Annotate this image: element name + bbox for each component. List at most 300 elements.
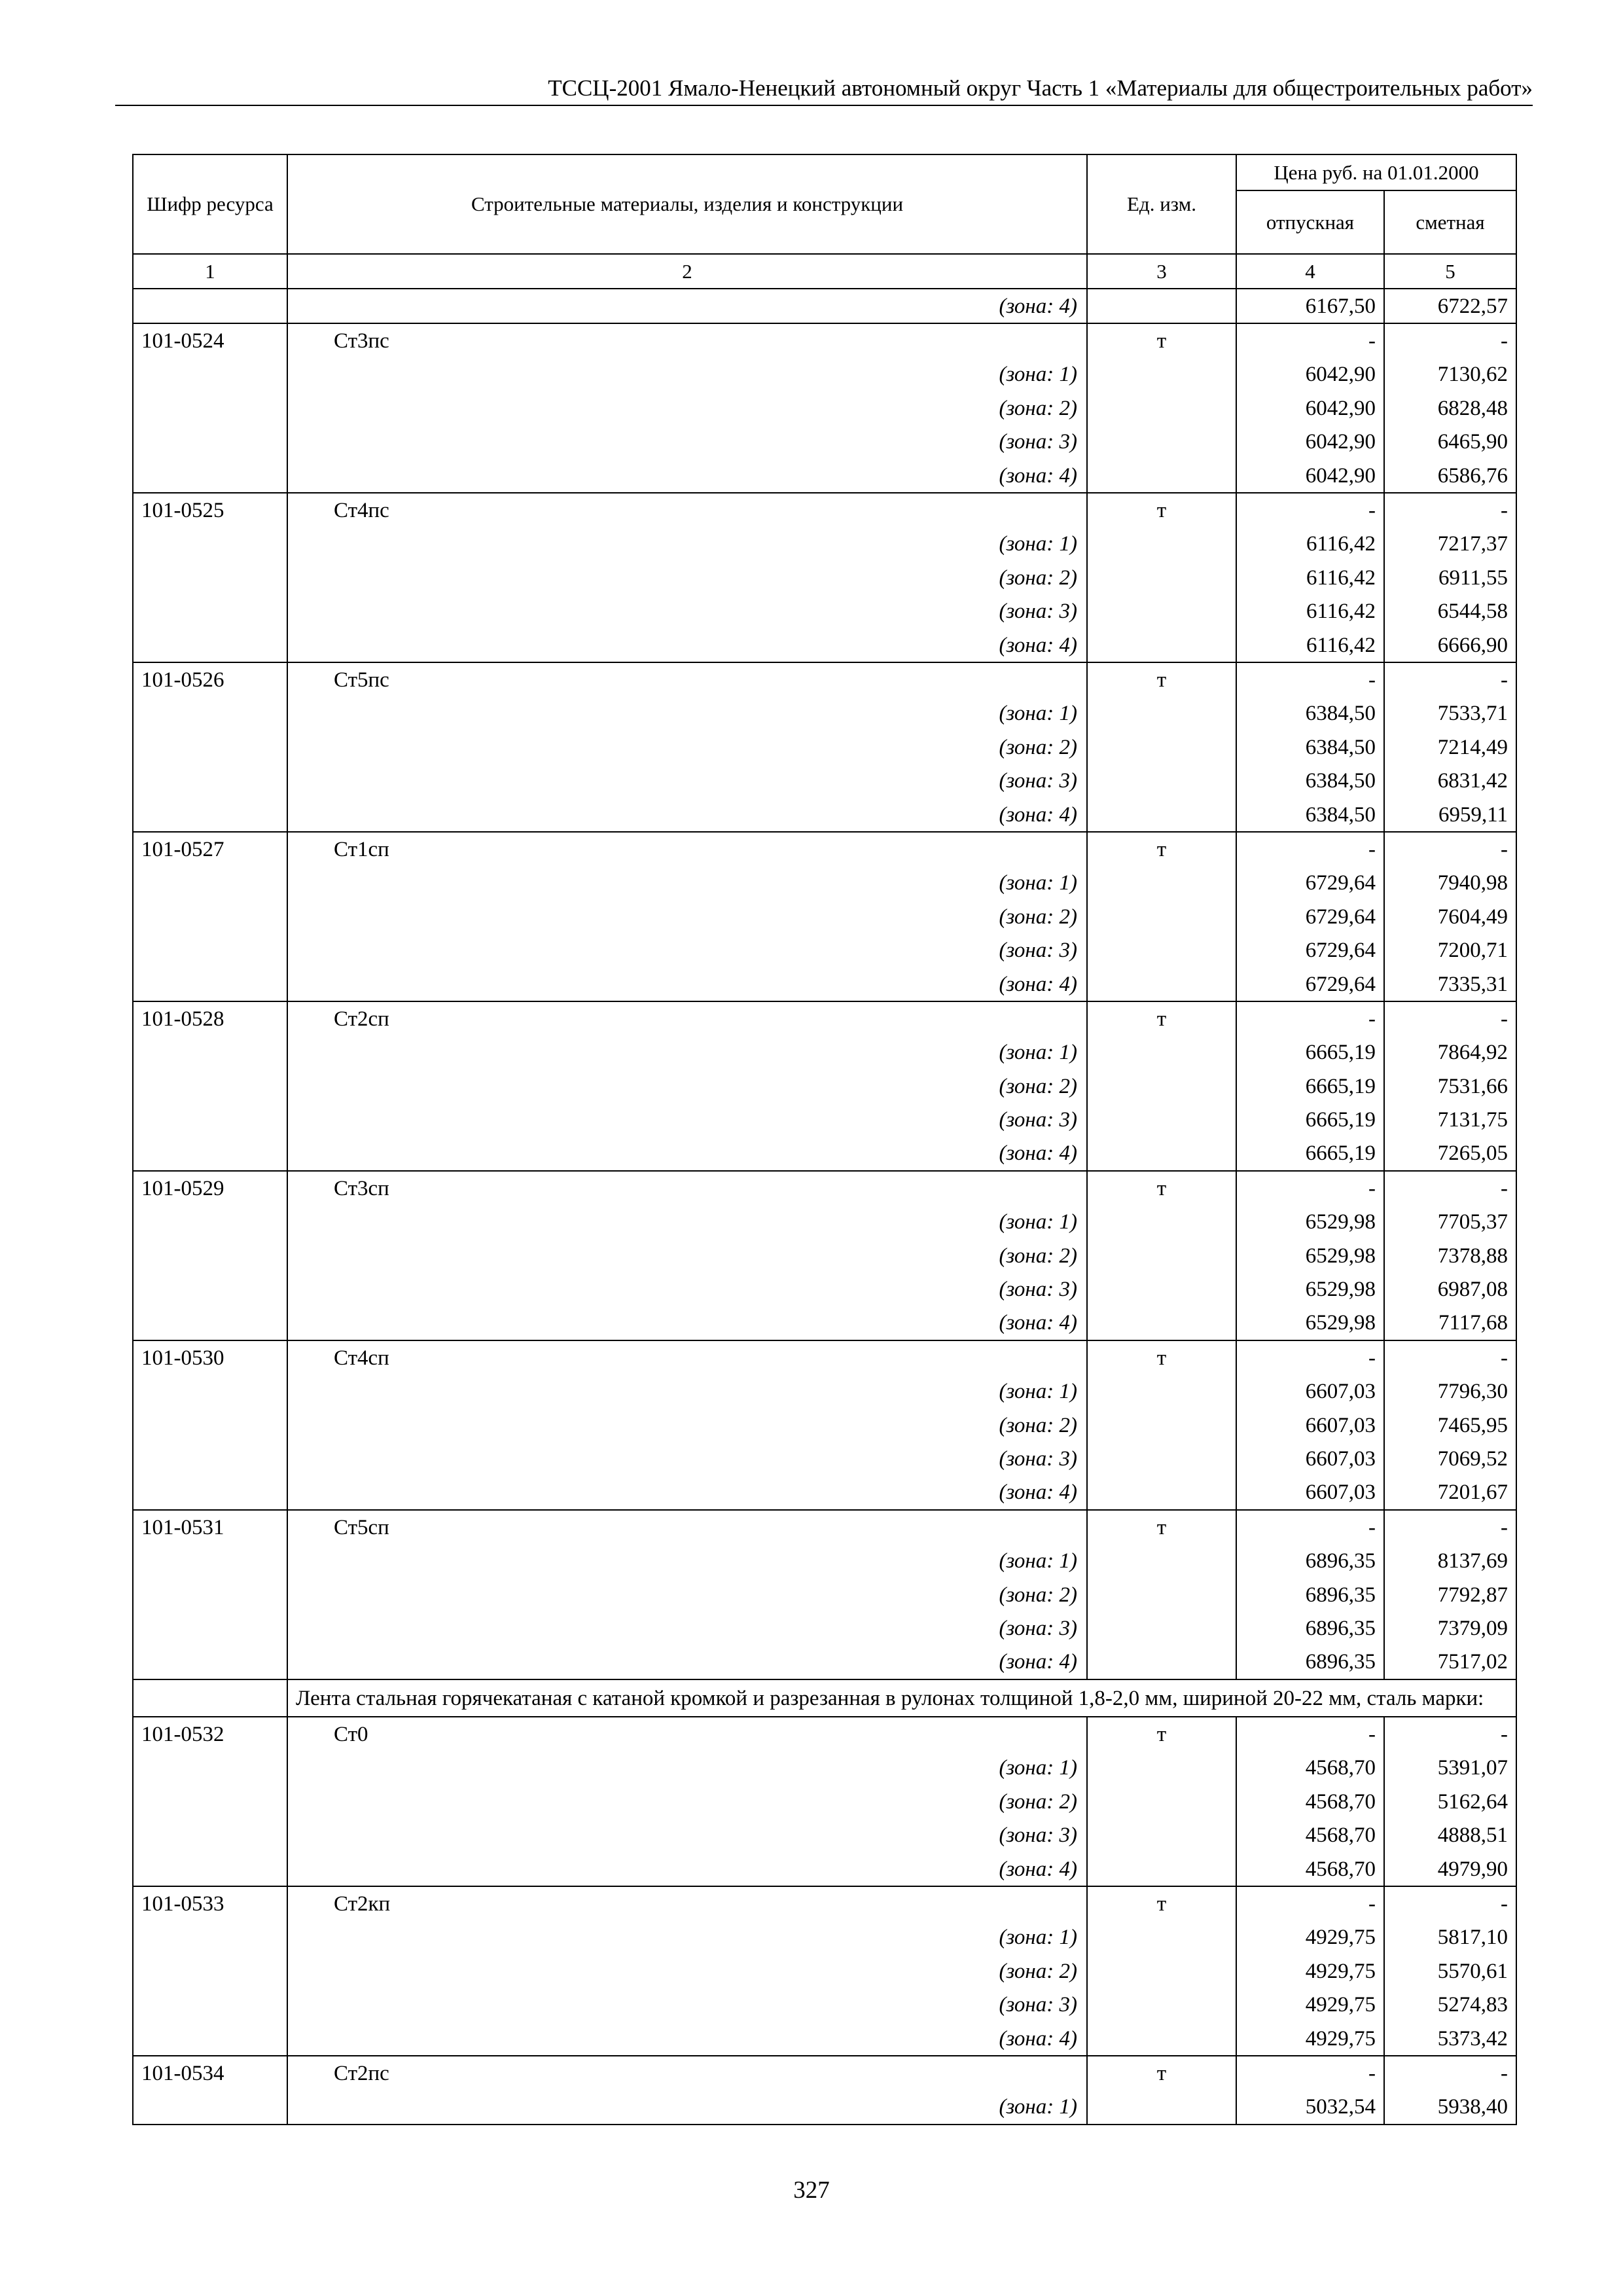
- unit-of-measure: [1087, 2022, 1236, 2056]
- release-price: -: [1236, 493, 1384, 527]
- estimate-price: 5817,10: [1384, 1921, 1516, 1954]
- release-price: 6116,42: [1236, 528, 1384, 561]
- zone-label: (зона: 4): [287, 1645, 1087, 1679]
- table-row: [133, 1510, 1516, 1544]
- table-row: [133, 1852, 1516, 1886]
- resource-code: 101-0530: [133, 1340, 287, 1374]
- release-price: 6607,03: [1236, 1375, 1384, 1408]
- table-row: [133, 697, 1516, 730]
- section-title: Лента стальная горячекатаная с катаной кромкой и разрезанная в рулонах толщиной 1,8-2,0 мм, шириной 20-22 мм, сталь марки:: [287, 1679, 1516, 1717]
- zone-label: (зона: 3): [287, 1611, 1087, 1645]
- table-row: [133, 730, 1516, 764]
- table-row: [133, 595, 1516, 628]
- release-price: 6665,19: [1236, 1069, 1384, 1103]
- estimate-price: -: [1384, 323, 1516, 357]
- zone-label: (зона: 4): [287, 628, 1087, 662]
- unit-of-measure: [1087, 595, 1236, 628]
- zone-label: (зона: 4): [287, 1306, 1087, 1340]
- release-price: 6607,03: [1236, 1408, 1384, 1442]
- table-row: [133, 1340, 1516, 1374]
- zone-label: (зона: 1): [287, 697, 1087, 730]
- zone-label: (зона: 1): [287, 2090, 1087, 2125]
- zone-label: (зона: 4): [287, 1476, 1087, 1510]
- release-price: -: [1236, 1171, 1384, 1205]
- release-price: 6607,03: [1236, 1442, 1384, 1475]
- unit-of-measure: т: [1087, 493, 1236, 527]
- table-row: [133, 1171, 1516, 1205]
- zone-label: (зона: 4): [287, 798, 1087, 832]
- resource-code: [133, 289, 287, 323]
- estimate-price: 7379,09: [1384, 1611, 1516, 1645]
- resource-code: [133, 1751, 287, 1785]
- estimate-price: 5274,83: [1384, 1988, 1516, 2022]
- estimate-price: 5391,07: [1384, 1751, 1516, 1785]
- unit-of-measure: [1087, 730, 1236, 764]
- unit-of-measure: т: [1087, 1717, 1236, 1751]
- estimate-price: 7705,37: [1384, 1206, 1516, 1239]
- zone-label: (зона: 1): [287, 1036, 1087, 1069]
- zone-label: (зона: 3): [287, 1988, 1087, 2022]
- section-row: [133, 1679, 1516, 1717]
- unit-of-measure: [1087, 764, 1236, 797]
- table-row: [133, 1206, 1516, 1239]
- release-price: 6665,19: [1236, 1036, 1384, 1069]
- unit-of-measure: [1087, 1476, 1236, 1510]
- table-row: [133, 2090, 1516, 2125]
- release-price: -: [1236, 1001, 1384, 1035]
- material-name: Ст2пс: [287, 2056, 1087, 2090]
- table-row: [133, 1272, 1516, 1306]
- resource-code: [133, 391, 287, 425]
- column-number: 2: [287, 254, 1087, 289]
- resource-code: [133, 730, 287, 764]
- table-row: [133, 628, 1516, 662]
- unit-of-measure: [1087, 2090, 1236, 2125]
- resource-code: [133, 1206, 287, 1239]
- unit-of-measure: [1087, 933, 1236, 967]
- estimate-price: 4888,51: [1384, 1819, 1516, 1852]
- table-row: [133, 1001, 1516, 1035]
- estimate-price: 7604,49: [1384, 900, 1516, 933]
- release-price: 4929,75: [1236, 2022, 1384, 2056]
- table-row: [133, 1306, 1516, 1340]
- zone-label: (зона: 1): [287, 1544, 1087, 1577]
- zone-label: (зона: 4): [287, 459, 1087, 493]
- zone-label: (зона: 1): [287, 1751, 1087, 1785]
- unit-of-measure: [1087, 1645, 1236, 1679]
- estimate-price: -: [1384, 1171, 1516, 1205]
- column-header-code: Шифр ресурса: [133, 154, 287, 254]
- release-price: 6607,03: [1236, 1476, 1384, 1510]
- material-name: Ст5сп: [287, 1510, 1087, 1544]
- release-price: 6042,90: [1236, 425, 1384, 459]
- resource-code: [133, 1408, 287, 1442]
- unit-of-measure: т: [1087, 662, 1236, 696]
- resource-code: [133, 1921, 287, 1954]
- resource-code: [133, 1442, 287, 1475]
- table-row: [133, 933, 1516, 967]
- table-row: [133, 493, 1516, 527]
- release-price: 5032,54: [1236, 2090, 1384, 2125]
- material-name: Ст1сп: [287, 832, 1087, 866]
- unit-of-measure: [1087, 391, 1236, 425]
- zone-label: (зона: 3): [287, 764, 1087, 797]
- material-name: Ст3сп: [287, 1171, 1087, 1205]
- release-price: -: [1236, 832, 1384, 866]
- column-number: 4: [1236, 254, 1384, 289]
- release-price: 6384,50: [1236, 764, 1384, 797]
- table-row: [133, 662, 1516, 696]
- estimate-price: 7940,98: [1384, 867, 1516, 900]
- unit-of-measure: т: [1087, 2056, 1236, 2090]
- release-price: 6384,50: [1236, 697, 1384, 730]
- table-row: [133, 1751, 1516, 1785]
- estimate-price: 6911,55: [1384, 561, 1516, 594]
- release-price: -: [1236, 1510, 1384, 1544]
- estimate-price: 4979,90: [1384, 1852, 1516, 1886]
- release-price: 4929,75: [1236, 1954, 1384, 1988]
- column-header-price-group: Цена руб. на 01.01.2000: [1236, 154, 1516, 190]
- table-row: [133, 1476, 1516, 1510]
- unit-of-measure: [1087, 459, 1236, 493]
- table-row: [133, 1954, 1516, 1988]
- resource-code: [133, 764, 287, 797]
- unit-of-measure: [1087, 1442, 1236, 1475]
- zone-label: (зона: 2): [287, 561, 1087, 594]
- release-price: 6529,98: [1236, 1306, 1384, 1340]
- estimate-price: -: [1384, 2056, 1516, 2090]
- header-rule: [115, 105, 1533, 106]
- release-price: -: [1236, 323, 1384, 357]
- zone-label: (зона: 2): [287, 1954, 1087, 1988]
- table-row: [133, 1137, 1516, 1171]
- release-price: -: [1236, 1886, 1384, 1920]
- estimate-price: -: [1384, 1001, 1516, 1035]
- unit-of-measure: [1087, 289, 1236, 323]
- release-price: -: [1236, 1717, 1384, 1751]
- release-price: 6896,35: [1236, 1611, 1384, 1645]
- release-price: 4568,70: [1236, 1785, 1384, 1818]
- release-price: 6042,90: [1236, 459, 1384, 493]
- resource-code: [133, 867, 287, 900]
- unit-of-measure: т: [1087, 1886, 1236, 1920]
- table-row: [133, 1036, 1516, 1069]
- release-price: 4929,75: [1236, 1921, 1384, 1954]
- release-price: 6116,42: [1236, 561, 1384, 594]
- table-row: [133, 1103, 1516, 1136]
- table-row: [133, 900, 1516, 933]
- zone-label: (зона: 2): [287, 1069, 1087, 1103]
- table-row: [133, 1717, 1516, 1751]
- release-price: 6384,50: [1236, 798, 1384, 832]
- unit-of-measure: [1087, 1206, 1236, 1239]
- resource-code: 101-0527: [133, 832, 287, 866]
- material-name: Ст3пс: [287, 323, 1087, 357]
- zone-label: (зона: 2): [287, 1239, 1087, 1272]
- resource-code: 101-0533: [133, 1886, 287, 1920]
- table-row: [133, 1069, 1516, 1103]
- estimate-price: -: [1384, 1340, 1516, 1374]
- resource-code: [133, 1137, 287, 1171]
- resource-code: [133, 1036, 287, 1069]
- estimate-price: 7069,52: [1384, 1442, 1516, 1475]
- zone-label: (зона: 3): [287, 1819, 1087, 1852]
- unit-of-measure: [1087, 628, 1236, 662]
- zone-label: (зона: 3): [287, 1103, 1087, 1136]
- table-row: [133, 867, 1516, 900]
- estimate-price: 7517,02: [1384, 1645, 1516, 1679]
- estimate-price: -: [1384, 662, 1516, 696]
- resource-code: [133, 561, 287, 594]
- unit-of-measure: [1087, 1137, 1236, 1171]
- release-price: -: [1236, 662, 1384, 696]
- release-price: 4568,70: [1236, 1852, 1384, 1886]
- estimate-price: 6987,08: [1384, 1272, 1516, 1306]
- resource-code: [133, 595, 287, 628]
- release-price: 4929,75: [1236, 1988, 1384, 2022]
- estimate-price: 6544,58: [1384, 595, 1516, 628]
- unit-of-measure: т: [1087, 323, 1236, 357]
- table-row: [133, 391, 1516, 425]
- zone-label: (зона: 3): [287, 595, 1087, 628]
- page-header-title: ТССЦ-2001 Ямало-Ненецкий автономный округ Часть 1 «Материалы для общестроительных работ»: [548, 75, 1533, 101]
- resource-code: [133, 1306, 287, 1340]
- estimate-price: 7217,37: [1384, 528, 1516, 561]
- resource-code: [133, 1544, 287, 1577]
- unit-of-measure: [1087, 561, 1236, 594]
- estimate-price: 7378,88: [1384, 1239, 1516, 1272]
- resource-code: 101-0531: [133, 1510, 287, 1544]
- unit-of-measure: т: [1087, 1171, 1236, 1205]
- table-row: [133, 832, 1516, 866]
- estimate-price: 7200,71: [1384, 933, 1516, 967]
- resource-code: [133, 628, 287, 662]
- resource-code: [133, 1988, 287, 2022]
- unit-of-measure: т: [1087, 1510, 1236, 1544]
- table-row: [133, 1375, 1516, 1408]
- zone-label: (зона: 4): [287, 289, 1087, 323]
- estimate-price: 5162,64: [1384, 1785, 1516, 1818]
- unit-of-measure: т: [1087, 1340, 1236, 1374]
- resource-code: [133, 933, 287, 967]
- unit-of-measure: т: [1087, 832, 1236, 866]
- release-price: 6116,42: [1236, 628, 1384, 662]
- table-row: [133, 528, 1516, 561]
- table-row: [133, 358, 1516, 391]
- release-price: 6665,19: [1236, 1137, 1384, 1171]
- estimate-price: -: [1384, 832, 1516, 866]
- estimate-price: 7335,31: [1384, 967, 1516, 1001]
- estimate-price: -: [1384, 1510, 1516, 1544]
- unit-of-measure: [1087, 1988, 1236, 2022]
- resource-code: [133, 1103, 287, 1136]
- unit-of-measure: [1087, 1036, 1236, 1069]
- release-price: 6529,98: [1236, 1272, 1384, 1306]
- price-table: [132, 154, 1517, 2125]
- column-header-release: отпускная: [1236, 190, 1384, 254]
- release-price: 4568,70: [1236, 1751, 1384, 1785]
- resource-code: [133, 1375, 287, 1408]
- resource-code: [133, 1819, 287, 1852]
- zone-label: (зона: 2): [287, 1578, 1087, 1611]
- table-row: [133, 1785, 1516, 1818]
- column-number: 1: [133, 254, 287, 289]
- estimate-price: 6666,90: [1384, 628, 1516, 662]
- resource-code: 101-0534: [133, 2056, 287, 2090]
- resource-code: 101-0532: [133, 1717, 287, 1751]
- resource-code: [133, 1578, 287, 1611]
- unit-of-measure: [1087, 1103, 1236, 1136]
- zone-label: (зона: 1): [287, 867, 1087, 900]
- estimate-price: -: [1384, 493, 1516, 527]
- resource-code: [133, 1852, 287, 1886]
- table-row: [133, 1544, 1516, 1577]
- unit-of-measure: [1087, 528, 1236, 561]
- unit-of-measure: [1087, 1408, 1236, 1442]
- unit-of-measure: [1087, 867, 1236, 900]
- resource-code: [133, 1069, 287, 1103]
- material-name: Ст4сп: [287, 1340, 1087, 1374]
- estimate-price: 7265,05: [1384, 1137, 1516, 1171]
- estimate-price: -: [1384, 1886, 1516, 1920]
- estimate-price: 6831,42: [1384, 764, 1516, 797]
- table-row: [133, 2022, 1516, 2056]
- estimate-price: 5373,42: [1384, 2022, 1516, 2056]
- unit-of-measure: [1087, 358, 1236, 391]
- release-price: 6729,64: [1236, 933, 1384, 967]
- material-name: Ст2сп: [287, 1001, 1087, 1035]
- unit-of-measure: [1087, 1239, 1236, 1272]
- zone-label: (зона: 1): [287, 1921, 1087, 1954]
- release-price: 6729,64: [1236, 867, 1384, 900]
- unit-of-measure: [1087, 1544, 1236, 1577]
- estimate-price: -: [1384, 1717, 1516, 1751]
- table-row: [133, 1988, 1516, 2022]
- zone-label: (зона: 2): [287, 730, 1087, 764]
- column-header-unit: Ед. изм.: [1087, 154, 1236, 254]
- estimate-price: 7465,95: [1384, 1408, 1516, 1442]
- table-row: [133, 1239, 1516, 1272]
- estimate-price: 6586,76: [1384, 459, 1516, 493]
- unit-of-measure: [1087, 967, 1236, 1001]
- material-name: Ст2кп: [287, 1886, 1087, 1920]
- resource-code: 101-0529: [133, 1171, 287, 1205]
- resource-code: [133, 697, 287, 730]
- zone-label: (зона: 2): [287, 1785, 1087, 1818]
- resource-code: [133, 900, 287, 933]
- resource-code: 101-0526: [133, 662, 287, 696]
- column-number: 3: [1087, 254, 1236, 289]
- zone-label: (зона: 2): [287, 1408, 1087, 1442]
- release-price: 6896,35: [1236, 1578, 1384, 1611]
- release-price: 6896,35: [1236, 1645, 1384, 1679]
- release-price: 6729,64: [1236, 900, 1384, 933]
- release-price: -: [1236, 2056, 1384, 2090]
- table-row: [133, 1886, 1516, 1920]
- zone-label: (зона: 3): [287, 1272, 1087, 1306]
- table-body: [133, 289, 1516, 2125]
- estimate-price: 7117,68: [1384, 1306, 1516, 1340]
- release-price: 6665,19: [1236, 1103, 1384, 1136]
- resource-code: [133, 1611, 287, 1645]
- resource-code: [133, 2090, 287, 2125]
- resource-code: [133, 459, 287, 493]
- resource-code: 101-0528: [133, 1001, 287, 1035]
- column-numbers-row: [133, 254, 1516, 289]
- zone-label: (зона: 3): [287, 1442, 1087, 1475]
- release-price: -: [1236, 1340, 1384, 1374]
- release-price: 6529,98: [1236, 1206, 1384, 1239]
- resource-code: [133, 1272, 287, 1306]
- zone-label: (зона: 1): [287, 358, 1087, 391]
- page-number: 327: [793, 2177, 830, 2204]
- resource-code: [133, 967, 287, 1001]
- release-price: 4568,70: [1236, 1819, 1384, 1852]
- resource-code: [133, 1954, 287, 1988]
- section-code-cell: [133, 1679, 287, 1717]
- release-price: 6042,90: [1236, 358, 1384, 391]
- unit-of-measure: [1087, 1375, 1236, 1408]
- column-header-name: Строительные материалы, изделия и конструкции: [287, 154, 1087, 254]
- estimate-price: 7214,49: [1384, 730, 1516, 764]
- estimate-price: 7864,92: [1384, 1036, 1516, 1069]
- unit-of-measure: [1087, 1819, 1236, 1852]
- table-row: [133, 1408, 1516, 1442]
- unit-of-measure: [1087, 1852, 1236, 1886]
- estimate-price: 5938,40: [1384, 2090, 1516, 2125]
- estimate-price: 6722,57: [1384, 289, 1516, 323]
- resource-code: [133, 1476, 287, 1510]
- table-row: [133, 323, 1516, 357]
- estimate-price: 7130,62: [1384, 358, 1516, 391]
- estimate-price: 8137,69: [1384, 1544, 1516, 1577]
- table-row: [133, 798, 1516, 832]
- table-row: [133, 1921, 1516, 1954]
- resource-code: [133, 798, 287, 832]
- unit-of-measure: [1087, 1751, 1236, 1785]
- table-row: [133, 967, 1516, 1001]
- estimate-price: 7201,67: [1384, 1476, 1516, 1510]
- release-price: 6729,64: [1236, 967, 1384, 1001]
- material-name: Ст4пс: [287, 493, 1087, 527]
- estimate-price: 7131,75: [1384, 1103, 1516, 1136]
- table-header: [133, 154, 1516, 289]
- estimate-price: 6828,48: [1384, 391, 1516, 425]
- zone-label: (зона: 1): [287, 1375, 1087, 1408]
- unit-of-measure: [1087, 425, 1236, 459]
- column-number: 5: [1384, 254, 1516, 289]
- table-row: [133, 561, 1516, 594]
- unit-of-measure: т: [1087, 1001, 1236, 1035]
- table-row: [133, 289, 1516, 323]
- unit-of-measure: [1087, 798, 1236, 832]
- unit-of-measure: [1087, 1306, 1236, 1340]
- zone-label: (зона: 4): [287, 967, 1087, 1001]
- resource-code: 101-0525: [133, 493, 287, 527]
- resource-code: [133, 528, 287, 561]
- estimate-price: 7531,66: [1384, 1069, 1516, 1103]
- resource-code: [133, 425, 287, 459]
- zone-label: (зона: 4): [287, 1852, 1087, 1886]
- table-row: [133, 1611, 1516, 1645]
- table-row: [133, 2056, 1516, 2090]
- unit-of-measure: [1087, 1578, 1236, 1611]
- zone-label: (зона: 3): [287, 933, 1087, 967]
- release-price: 6042,90: [1236, 391, 1384, 425]
- resource-code: [133, 1645, 287, 1679]
- zone-label: (зона: 4): [287, 2022, 1087, 2056]
- zone-label: (зона: 2): [287, 900, 1087, 933]
